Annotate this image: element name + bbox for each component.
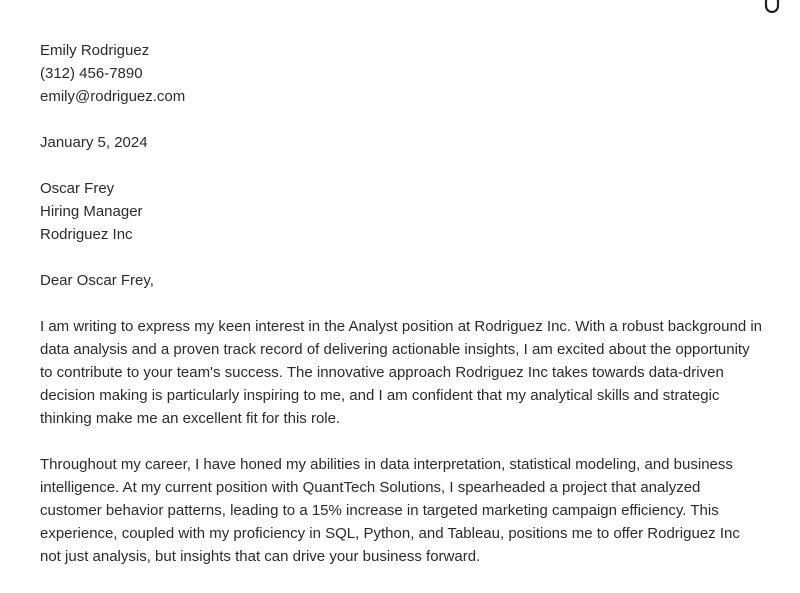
recipient-title: Hiring Manager <box>40 203 143 220</box>
body-paragraph-2: Throughout my career, I have honed my abilities in data interpretation, statistical modeling, and business intelligence. At my current position with QuantTech Solutions, I spearheaded a project that analyzed customer behavior patterns, leading to a 15% increase in targeted marketing campaign efficiency. This experience, coupled with my proficiency in SQL, Python, and Tableau, positions me to offer Rodriguez Inc not just analysis, but insights that can drive your business forward. <box>40 456 740 565</box>
sender-name: Emily Rodriguez <box>40 42 150 59</box>
recipient-block <box>40 177 764 246</box>
sender-phone: (312) 456-7890 <box>40 65 143 82</box>
recipient-company: Rodriguez Inc <box>40 226 133 243</box>
sender-block <box>40 39 764 108</box>
salutation: Dear Oscar Frey, <box>40 272 154 289</box>
body-paragraph-1: I am writing to express my keen interest in the Analyst position at Rodriguez Inc. With a robust background in data analysis and a proven track record of delivering actionable insights, I am excited about the opportunity to contribute to your team's success. The innovative approach Rodriguez Inc takes towards data-driven decision making is particularly inspiring to me, and I am confident that my analytical skills and strategic thinking make me an excellent fit for this role. <box>40 318 763 427</box>
sender-email: emily@rodriguez.com <box>40 88 186 105</box>
attachment-clip-icon[interactable] <box>764 0 780 14</box>
date-block <box>40 131 764 154</box>
recipient-name: Oscar Frey <box>40 180 115 197</box>
salutation-block <box>40 269 764 292</box>
letter-date: January 5, 2024 <box>40 134 148 151</box>
cover-letter <box>40 39 764 568</box>
